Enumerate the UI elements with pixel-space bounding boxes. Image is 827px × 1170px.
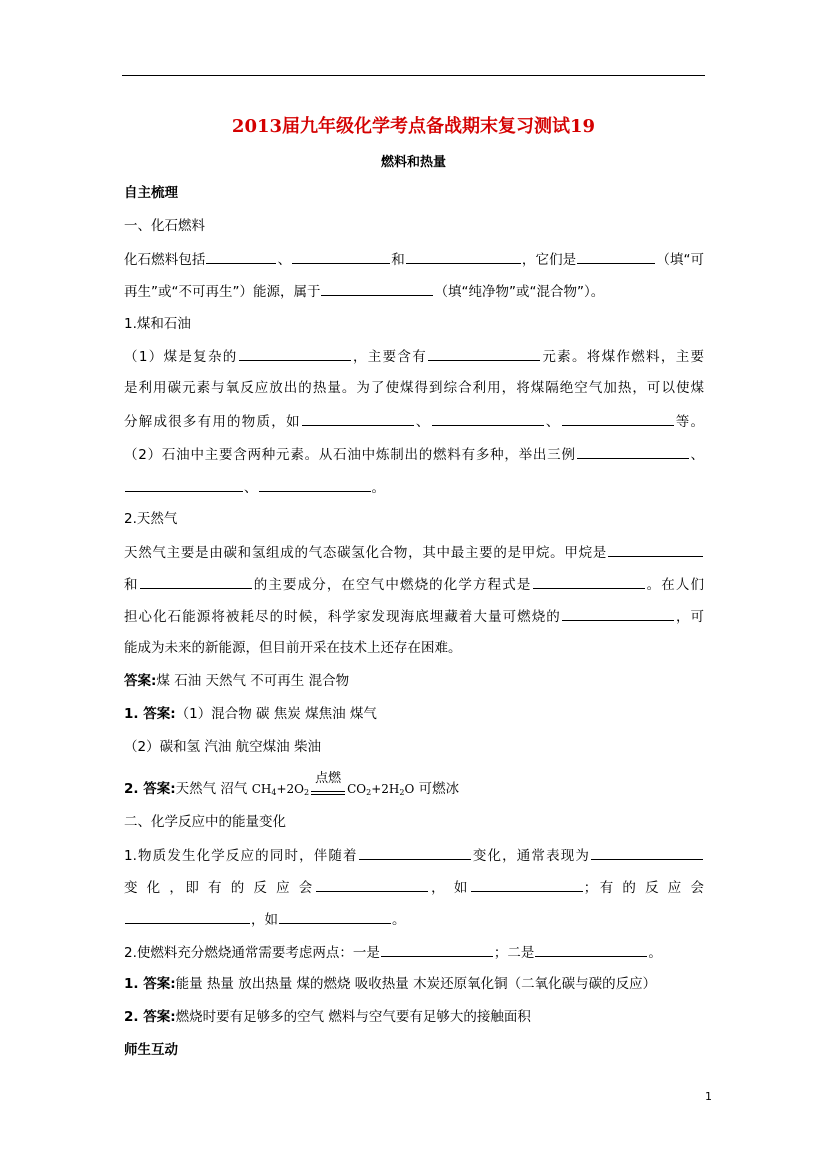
subheading-fossil-fuels: 一、化石燃料 [124,218,205,234]
blank [259,478,371,492]
paragraph-line: 和 的主要成分，在空气中燃烧的化学方程式是 。在人们 [124,577,705,593]
blank [302,412,414,426]
answer-line: 答案:煤 石油 天然气 不可再生 混合物 [124,673,350,689]
blank [140,575,252,589]
subheading-natural-gas: 2.天然气 [124,511,178,527]
blank [239,347,351,361]
paragraph-line: 天然气主要是由碳和氢组成的气态碳氢化合物，其中最主要的是甲烷。甲烷是 [124,543,704,562]
blank [471,878,583,892]
section-heading-self-review: 自主梳理 [124,185,178,201]
paragraph-line: 、 。 [124,478,704,497]
paragraph-line: 分解成很多有用的物质，如 、 、 等。 [124,414,705,430]
blank [125,478,243,492]
document-title: 2013届九年级化学考点备战期末复习测试19 [231,116,596,137]
paragraph-line: （2）石油中主要含两种元素。从石油中炼制出的燃料有多种，举出三例 、 [124,447,705,463]
blank [577,445,689,459]
answer-line: 2. 答案:燃烧时要有足够多的空气 燃料与空气要有足够大的接触面积 [124,1009,531,1025]
blank [206,250,276,264]
paragraph-line: 担心化石能源将被耗尽的时候，科学家发现海底埋藏着大量可燃烧的 ，可 [124,609,704,625]
section-heading-interaction: 师生互动 [124,1042,178,1058]
equation-reactants: $CH_4+2O_2$ [251,782,310,797]
blank [316,878,428,892]
paragraph-line: 2.使燃料充分燃烧通常需要考虑两点：一是 ；二是 。 [124,945,662,961]
document-subtitle: 燃料和热量 [380,155,446,170]
subheading-energy-change: 二、化学反应中的能量变化 [124,814,286,830]
blank [428,347,540,361]
blank [381,943,493,957]
blank [562,412,674,426]
blank [359,846,471,860]
blank [279,910,391,924]
paragraph-line: 1.物质发生化学反应的同时，伴随着 变化，通常表现为 [124,846,704,865]
paragraph-line: 化石燃料包括 、 和 ，它们是 （填“可 [124,252,705,268]
header-rule [122,75,705,76]
blank [533,575,645,589]
paragraph-line: 再生”或“不可再生”）能源，属于 （填“纯净物”或“混合物”）。 [124,284,605,300]
answer-line: 1. 答案:能量 热量 放出热量 煤的燃烧 吸收热量 木炭还原氧化铜（二氧化碳与碳的反应） [124,976,657,992]
page-number: 1 [705,1090,712,1103]
blank [292,250,390,264]
blank [591,846,703,860]
blank [608,543,703,557]
paragraph-line: 变 化 ，即 有 的 反 应 会 ， 如 ；有 的 反 应 会 [124,880,704,896]
paragraph-line: 是利用碳元素与氧反应放出的热量。为了使煤得到综合利用，将煤隔绝空气加热，可以使煤 [124,380,704,396]
paragraph-line: （1）煤是复杂的 ，主要含有 元素。将煤作燃料，主要 [124,349,705,365]
paragraph-line: 能成为未来的新能源，但目前开采在技术上还存在困难。 [124,640,462,656]
blank [577,250,655,264]
equation-arrow: 点燃 [311,780,345,798]
blank [406,250,521,264]
answer-line: 1. 答案:（1）混合物 碳 焦炭 煤焦油 煤气 [124,706,377,722]
blank [562,607,674,621]
blank [432,412,544,426]
blank [321,282,433,296]
paragraph-line: ，如 。 [124,910,704,929]
equation-products: $CO_2+2H_2O$ [347,782,415,797]
answer-line: （2）碳和氢 汽油 航空煤油 柴油 [124,739,321,755]
answer-line-equation: 2. 答案:天然气 沼气 $CH_4+2O_2$ 点燃 $CO_2+2H_2O$ 可燃冰 [124,771,460,797]
blank [125,910,250,924]
blank [535,943,647,957]
subheading-coal-oil: 1.煤和石油 [124,316,191,332]
